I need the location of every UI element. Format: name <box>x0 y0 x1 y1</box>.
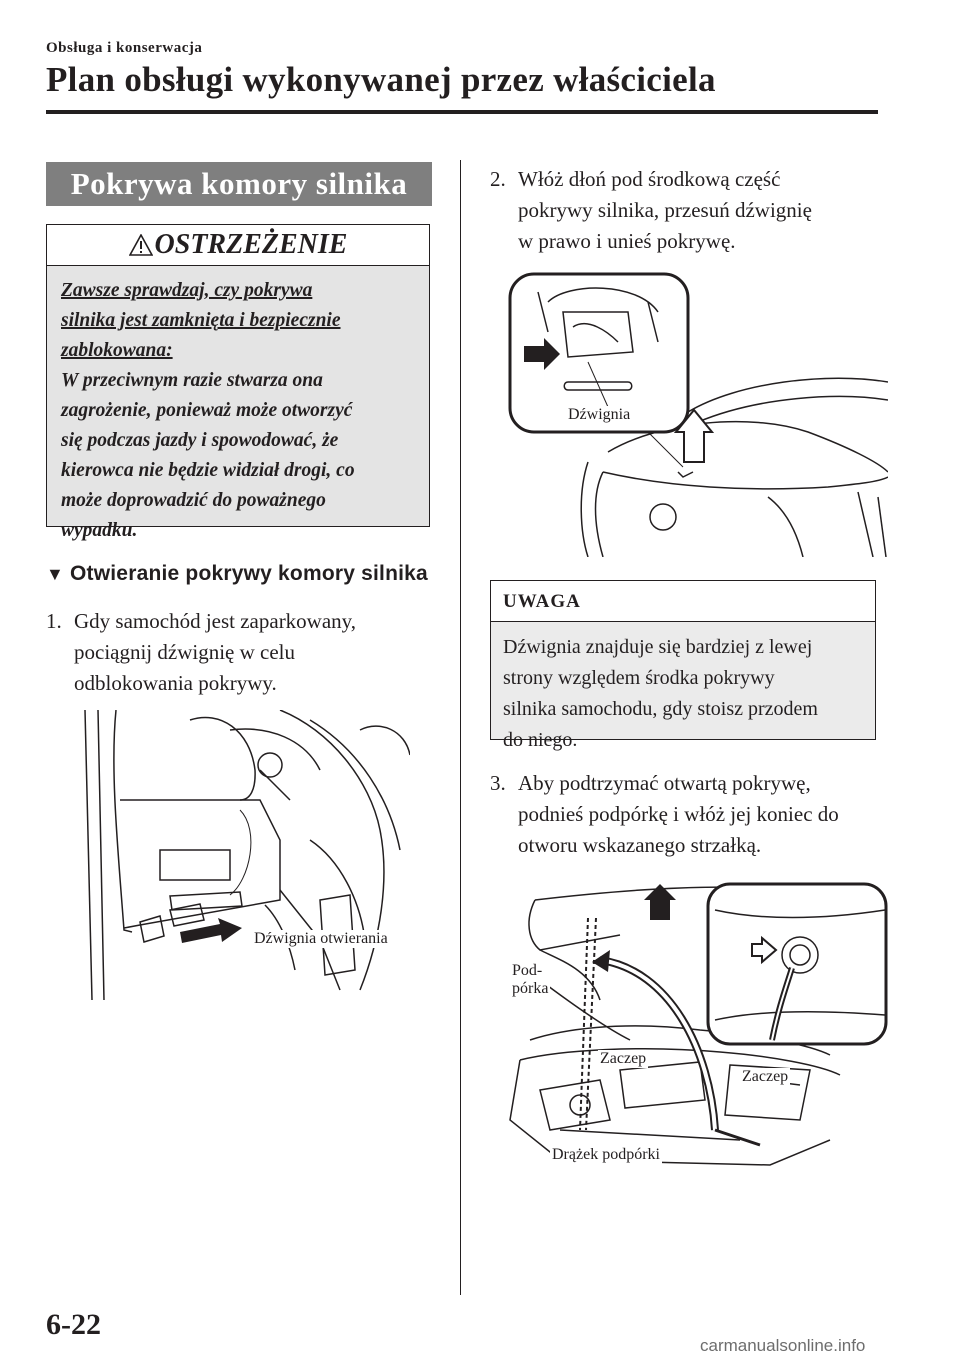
step-line: Gdy samochód jest zaparkowany, <box>74 609 357 633</box>
warning-line: zagrożenie, ponieważ może otworzyć <box>61 400 353 421</box>
note-line: Dźwignia znajduje się bardziej z lewej <box>503 636 813 658</box>
warning-line: Zawsze sprawdzaj, czy pokrywa <box>61 280 313 301</box>
figure-label-release-lever: Dźwignia otwierania <box>254 930 388 947</box>
note-line: strony względem środka pokrywy <box>503 667 775 689</box>
step-line: Włóż dłoń pod środkową część <box>518 167 781 191</box>
column-divider <box>460 160 461 1295</box>
watermark: carmanualsonline.info <box>700 1336 866 1355</box>
step-line: Aby podtrzymać otwartą pokrywę, <box>518 771 811 795</box>
figure-label-clip: Zaczep <box>742 1068 789 1085</box>
step-line: podnieś podpórkę i włóż jej koniec do <box>518 802 839 826</box>
warning-line: silnika jest zamknięta i bezpiecznie <box>61 310 341 331</box>
step-line: w prawo i unieś pokrywę. <box>518 229 736 253</box>
step-3 <box>490 768 839 861</box>
prop-label-line: pórka <box>512 980 549 997</box>
subsection-marker-icon: ▼ <box>46 564 65 584</box>
warning-title: OSTRZEŻENIE <box>154 229 348 260</box>
warning-line: W przeciwnym razie stwarza ona <box>61 370 323 391</box>
page-title: Plan obsługi wykonywanej przez właściciela <box>46 60 716 99</box>
step-1 <box>46 606 356 699</box>
warning-line: może doprowadzić do poważnego <box>61 490 326 511</box>
figure-hood-lever <box>508 272 888 557</box>
prop-label-line: Pod- <box>512 962 543 979</box>
figure-label-lever: Dźwignia <box>568 406 631 423</box>
subsection-title: Otwieranie pokrywy komory silnika <box>70 562 428 585</box>
step-number: 1. <box>46 609 62 633</box>
warning-line: wypadku. <box>61 520 138 541</box>
page-number: 6-22 <box>46 1308 101 1341</box>
step-number: 2. <box>490 167 506 191</box>
figure-label-rod: Drążek podpórki <box>552 1146 660 1163</box>
step-number: 3. <box>490 771 506 795</box>
step-2 <box>490 164 812 257</box>
hood-lever-illustration <box>508 272 888 557</box>
header-divider <box>46 110 878 114</box>
warning-line: zablokowana: <box>61 340 173 361</box>
note-text <box>491 622 875 751</box>
step-line: otworu wskazanego strzałką. <box>518 833 762 857</box>
warning-header <box>47 225 429 266</box>
step-line: odblokowania pokrywy. <box>74 671 277 695</box>
step-line: pokrywy silnika, przesuń dźwignię <box>518 198 812 222</box>
chapter-label: Obsługa i konserwacja <box>46 40 203 56</box>
figure-label-prop <box>510 962 550 998</box>
warning-line: kierowca nie będzie widział drogi, co <box>61 460 355 481</box>
figure-hood-prop <box>500 880 890 1170</box>
warning-line: się podczas jazdy i spowodować, że <box>61 430 339 451</box>
hood-prop-illustration <box>500 880 890 1170</box>
figure-hood-release-lever <box>80 710 410 1000</box>
subsection-heading <box>46 562 428 586</box>
note-title: UWAGA <box>491 581 875 622</box>
figure-label-clip: Zaczep <box>600 1050 647 1067</box>
note-line: do niego. <box>503 729 578 751</box>
warning-text <box>47 266 429 546</box>
step-line: pociągnij dźwignię w celu <box>74 640 296 664</box>
note-line: silnika samochodu, gdy stoisz przodem <box>503 698 818 720</box>
hood-release-illustration <box>80 710 410 1000</box>
warning-box <box>46 224 430 541</box>
warning-triangle-icon <box>129 234 153 256</box>
note-box <box>490 580 876 751</box>
section-title: Pokrywa komory silnika <box>46 162 432 206</box>
